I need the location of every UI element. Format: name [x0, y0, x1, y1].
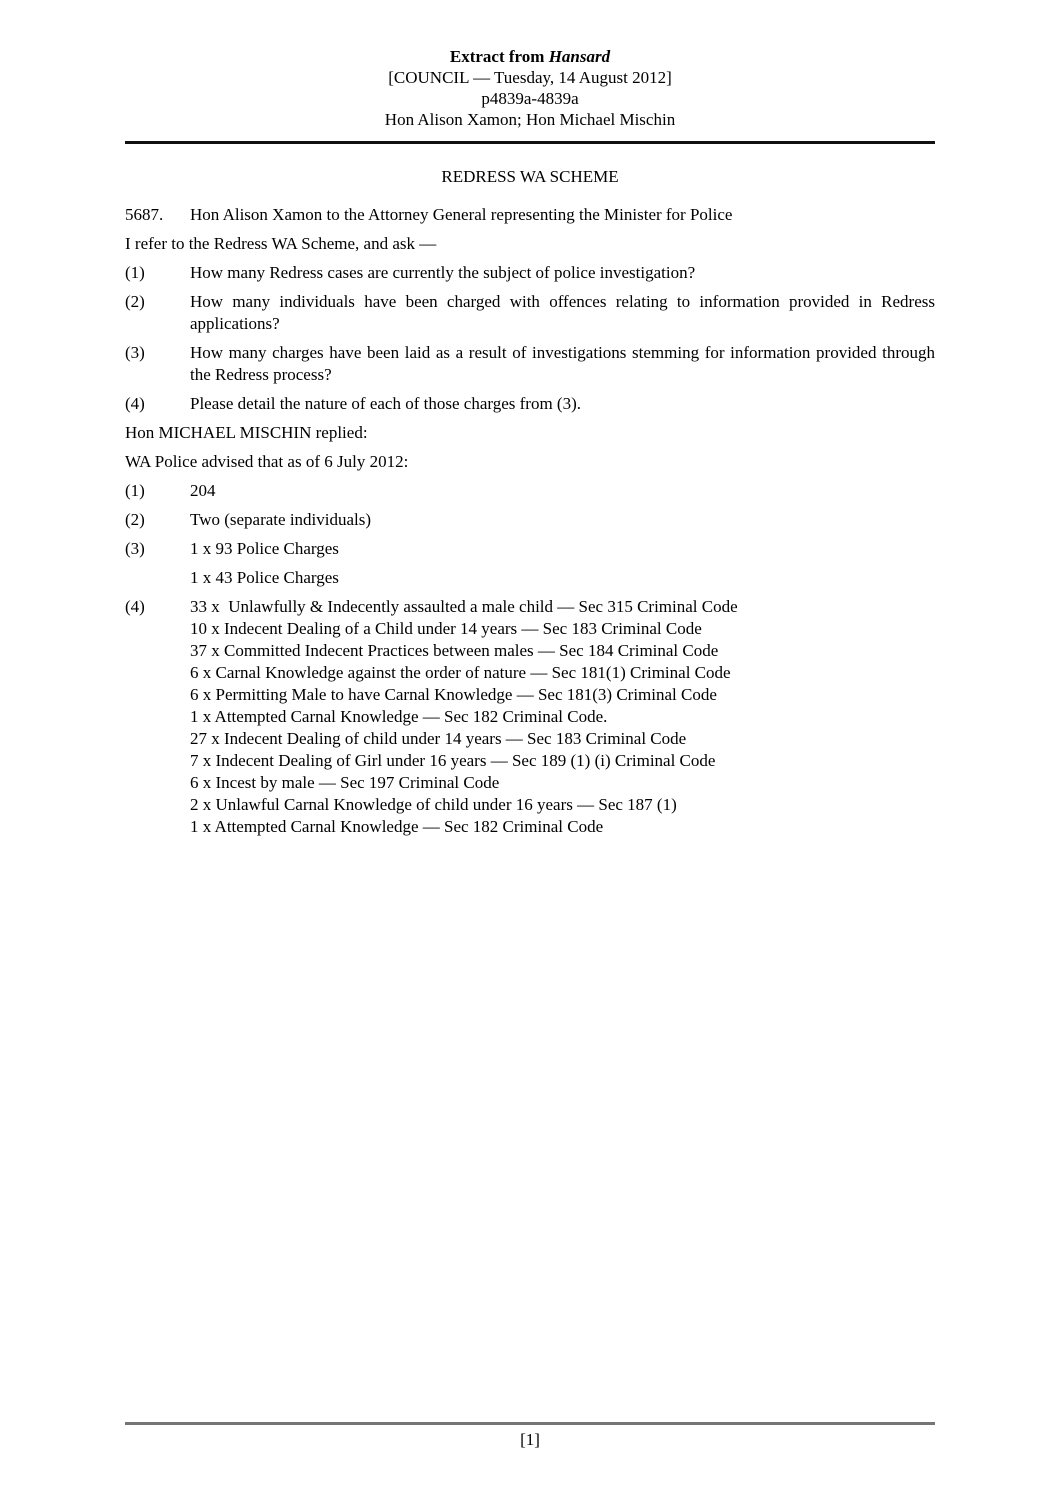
- document-footer: [125, 1422, 935, 1451]
- extract-title: [125, 46, 935, 67]
- header-rule: [125, 141, 935, 144]
- question-item-label: (1): [125, 263, 145, 282]
- answer-item-label: (3): [125, 539, 145, 558]
- answer-line: 27 x Indecent Dealing of child under 14 years — Sec 183 Criminal Code: [190, 729, 687, 748]
- answer-line: 1 x 93 Police Charges: [190, 539, 339, 558]
- question-heading-row: [125, 204, 935, 226]
- footer-rule: [125, 1422, 935, 1425]
- reply-heading: Hon MICHAEL MISCHIN replied:: [125, 423, 368, 442]
- answer-item-label: (4): [125, 597, 145, 616]
- question-item-text: How many Redress cases are currently the subject of police investigation?: [190, 263, 696, 282]
- document-content: [125, 0, 935, 838]
- reply-intro: WA Police advised that as of 6 July 2012:: [125, 452, 409, 471]
- question-item: [125, 342, 935, 386]
- answer-item: [125, 538, 935, 560]
- answer-line: 7 x Indecent Dealing of Girl under 16 years — Sec 189 (1) (i) Criminal Code: [190, 751, 716, 770]
- answer-item: [125, 480, 935, 502]
- council-date-line: [COUNCIL — Tuesday, 14 August 2012]: [388, 68, 672, 87]
- page-number: [1]: [520, 1430, 540, 1449]
- document-title: REDRESS WA SCHEME: [441, 167, 619, 186]
- answer-line: 6 x Incest by male — Sec 197 Criminal Code: [190, 773, 500, 792]
- question-number: 5687.: [125, 205, 164, 224]
- answer-line: 1 x 43 Police Charges: [190, 568, 339, 587]
- answer-line: 6 x Permitting Male to have Carnal Knowledge — Sec 181(3) Criminal Code: [190, 685, 717, 704]
- page-reference: p4839a-4839a: [481, 89, 579, 108]
- question-item: [125, 393, 935, 415]
- answer-line: 1 x Attempted Carnal Knowledge — Sec 182 Criminal Code: [190, 817, 604, 836]
- members-line: Hon Alison Xamon; Hon Michael Mischin: [384, 110, 676, 129]
- answer-item: [125, 567, 935, 589]
- extract-prefix: Extract from: [449, 47, 549, 66]
- answer-line: 10 x Indecent Dealing of a Child under 14 years — Sec 183 Criminal Code: [190, 619, 702, 638]
- answer-line: 33 x Unlawfully & Indecently assaulted a male child — Sec 315 Criminal Code: [190, 597, 738, 616]
- answer-item: [125, 596, 935, 838]
- document-header: [125, 0, 935, 130]
- answer-line: Two (separate individuals): [190, 510, 372, 529]
- question-item-label: (3): [125, 343, 145, 362]
- question-item: [125, 291, 935, 335]
- answer-line: 204: [190, 481, 216, 500]
- question-item-text: How many charges have been laid as a result of investigations stemming for information provided through the Redress process?: [190, 343, 935, 384]
- question-item-text: How many individuals have been charged with offences relating to information provided in Redress applications?: [190, 292, 935, 333]
- question-item-label: (4): [125, 394, 145, 413]
- answer-line: 37 x Committed Indecent Practices between males — Sec 184 Criminal Code: [190, 641, 719, 660]
- extract-source: Hansard: [548, 47, 611, 66]
- question-intro: I refer to the Redress WA Scheme, and ask —: [125, 234, 437, 253]
- answer-line: 1 x Attempted Carnal Knowledge — Sec 182 Criminal Code.: [190, 707, 608, 726]
- answer-item-label: (1): [125, 481, 145, 500]
- question-item-text: Please detail the nature of each of those charges from (3).: [190, 394, 581, 413]
- question-heading: Hon Alison Xamon to the Attorney General representing the Minister for Police: [190, 205, 733, 224]
- answer-line: 2 x Unlawful Carnal Knowledge of child under 16 years — Sec 187 (1): [190, 795, 677, 814]
- question-item: [125, 262, 935, 284]
- answer-item: [125, 509, 935, 531]
- question-item-label: (2): [125, 292, 145, 311]
- answer-item-label: (2): [125, 510, 145, 529]
- answer-line: 6 x Carnal Knowledge against the order of nature — Sec 181(1) Criminal Code: [190, 663, 731, 682]
